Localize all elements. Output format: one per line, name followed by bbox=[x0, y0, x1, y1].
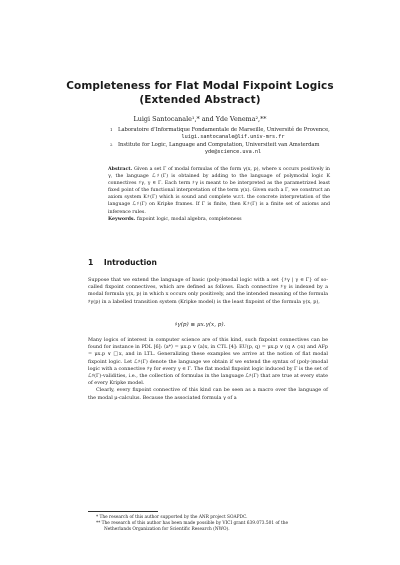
abstract-text: Given a set Γ of modal formulas of the form γ(x, p), where x occurs positively in γ, the language ℒ♯(Γ) is obtained by adding to the language of polymodal logic K connectives ♯γ, γ ∈ Γ. Each term ♯γ is meant to be interpreted as the parametrized least fixed point of the functional interpretation of the term γ(x). Given such a Γ, we construct an axiom system K♯(Γ) which is sound and complete w.r.t. the concrete interpretation of the language ℒ♯(Γ) on Kripke frames. If Γ is finite, then K♯(Γ) is a finite set of axioms and inference rules. bbox=[108, 167, 330, 215]
affiliation-text: Institute for Logic, Language and Computation, Universiteit van Amsterdam bbox=[118, 142, 320, 148]
section-number: 1 bbox=[88, 258, 94, 267]
affiliation-number: 2 bbox=[110, 142, 113, 147]
abstract-label: Abstract. bbox=[108, 167, 133, 172]
paragraph-text: Suppose that we extend the language of basic (poly-)modal logic with a set {♯γ | γ ∈ Γ} of so-called fixpoint connectives, which are defined as follows. Each connective ♯γ is indexed by a modal formula γ(x, p) in which x occurs only positively, and the intended meaning of the formula ♯γ(p) in a labelled transition system (Kripke model) is the least fixpoint of the formula γ(x, p), bbox=[88, 277, 328, 305]
display-formula: ♯γ(p) ≡ μx.γ(x, p). bbox=[174, 322, 226, 328]
footnote-2: ** The research of this author has been made possible by VICI grant 639.073.501 of the bbox=[96, 521, 289, 527]
body-paragraph-2 bbox=[88, 337, 328, 402]
affiliation-text: Laboratoire d’Informatique Fondamentale de Marseille, Université de Provence, bbox=[118, 127, 330, 133]
keywords-label: Keywords. bbox=[108, 216, 136, 222]
body-paragraph-1 bbox=[88, 277, 328, 306]
section-title: Introduction bbox=[103, 258, 157, 267]
author-list: Luigi Santocanale¹,* and Yde Venema²,** bbox=[133, 115, 267, 123]
section-heading bbox=[88, 258, 157, 267]
paragraph-text: Clearly, every fixpoint connective of this kind can be seen as a macro over the language of the modal μ-calculus. Because the associated formula γ of a bbox=[88, 387, 328, 401]
affiliation-email: yde@science.uva.nl bbox=[204, 148, 262, 155]
footnotes bbox=[88, 515, 328, 534]
footnote-rule bbox=[88, 511, 158, 512]
affiliation-1 bbox=[110, 127, 348, 141]
footnote-2-cont: Netherlands Organization for Scientific Research (NWO). bbox=[104, 527, 230, 533]
paragraph-text: Many logics of interest in computer science are of this kind, such fixpoint connectives can be found for instance in PDL [6]: ⟨a*⟩ = μx.p ∨ ⟨a⟩x, in CTL [4]: EU(p, q) = μx.p ∨ (q ∧ ◇x) and AFp = μx.p ∨ □x, and in LTL. Generalizing these examples we arrive at the notion of flat modal fixpoint logic. Let ℒ♯(Γ) denote the language we obtain if we extend the syntax of (poly-)modal logic with a connective ♯γ for every γ ∈ Γ. The flat modal fixpoint logic induced by Γ is the set of ℒ♯(Γ)-validities, i.e., the collection of formulas in the language ℒ♯(Γ) that are true at every state of every Kripke model. bbox=[88, 337, 328, 387]
paper-title: Completeness for Flat Modal Fixpoint Logics bbox=[66, 80, 334, 92]
keywords-text: fixpoint logic, modal algebra, completeness bbox=[136, 216, 242, 222]
footnote-1: * The research of this author supported by the ANR project SOAPDC. bbox=[96, 515, 248, 520]
keywords bbox=[108, 216, 330, 223]
abstract-block bbox=[108, 166, 330, 223]
affiliation-2 bbox=[110, 142, 348, 156]
paper-subtitle: (Extended Abstract) bbox=[139, 94, 261, 106]
affiliation-email: luigi.santocanale@lif.univ-mrs.fr bbox=[181, 133, 285, 140]
affiliation-number: 1 bbox=[110, 127, 113, 132]
